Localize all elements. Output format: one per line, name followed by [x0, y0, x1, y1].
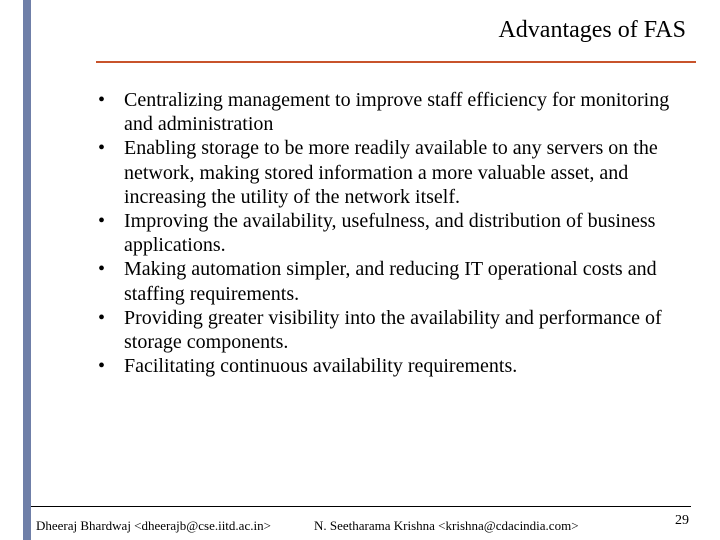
slide-title: Advantages of FAS [498, 17, 686, 43]
bullet-text: Making automation simpler, and reducing IT operational costs and staffing requirements. [124, 258, 657, 305]
footer-author-1: Dheeraj Bhardwaj <dheerajb@cse.iitd.ac.in> [36, 518, 271, 533]
bullet-text: Providing greater visibility into the availability and performance of storage components. [124, 306, 662, 354]
page-number: 29 [675, 513, 689, 528]
footer-author-2: N. Seetharama Krishna <krishna@cdacindia.com> [314, 518, 579, 533]
bullet-item [98, 257, 688, 305]
bullet-item [98, 306, 688, 354]
footer-divider [31, 506, 691, 507]
bullet-item [98, 209, 688, 257]
bullet-marker: • [98, 210, 106, 233]
bullet-item [98, 354, 688, 378]
bullet-text: Enabling storage to be more readily available to any servers on the network, making stored information a more valuable asset, and increasing the utility of the network itself. [124, 137, 658, 208]
bullet-marker: • [98, 306, 106, 329]
bullet-list [98, 88, 688, 378]
bullet-item [98, 88, 688, 136]
bullet-marker: • [98, 355, 106, 378]
left-accent-bar [23, 0, 31, 540]
bullet-text: Facilitating continuous availability requirements. [124, 355, 518, 378]
bullet-marker: • [98, 137, 106, 160]
bullet-text: Centralizing management to improve staff efficiency for monitoring and administration [124, 89, 670, 136]
bullet-marker: • [98, 89, 106, 111]
bullet-marker: • [98, 258, 106, 281]
bullet-item [98, 136, 688, 209]
title-divider [96, 61, 696, 63]
bullet-text: Improving the availability, usefulness, and distribution of business applications. [124, 210, 656, 257]
